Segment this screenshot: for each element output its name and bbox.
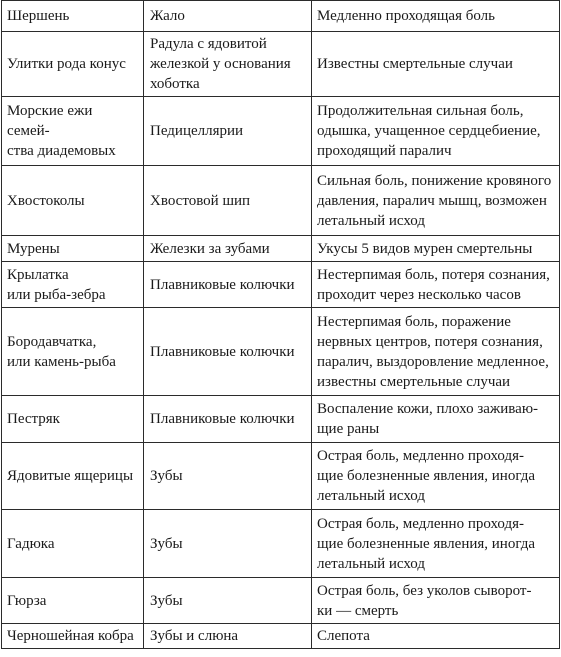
animal-text: Мурены (7, 240, 60, 257)
animal-text: Пестряк (7, 411, 60, 427)
cell-animal (2, 510, 144, 578)
sting-text: Плавниковые колючки (150, 411, 295, 427)
cell-effect (312, 262, 560, 308)
cell-animal (2, 578, 144, 624)
sting-text: Плавниковые колючки (150, 276, 295, 293)
cell-sting (144, 624, 312, 649)
cell-sting (144, 443, 312, 510)
header-cell-effect (312, 1, 560, 32)
table-row (2, 166, 560, 236)
cell-animal (2, 97, 144, 166)
animal-text: Бородавчатка, или камень-рыба (7, 333, 116, 370)
animal-text: Черношейная кобра (7, 628, 134, 644)
sting-text: Зубы и слюна (150, 628, 239, 644)
header-cell-animal (2, 1, 144, 32)
table-row (2, 262, 560, 308)
header-sting-text: Жало (150, 8, 185, 24)
cell-effect (312, 308, 560, 396)
cell-animal (2, 166, 144, 236)
effect-text: Острая боль, медленно проходя- щие болезненные явления, иногда летальный исход (317, 515, 536, 572)
table-row (2, 624, 560, 649)
cell-sting (144, 166, 312, 236)
cell-effect (312, 32, 560, 97)
effect-text: Известны смертельные случаи (317, 56, 513, 72)
cell-sting (144, 396, 312, 443)
effect-text: Продолжительная сильная боль, одышка, учащенное сердцебиение, проходящий паралич (317, 103, 541, 159)
sting-text: Зубы (150, 592, 183, 609)
cell-effect (312, 578, 560, 624)
effect-text: Сильная боль, понижение кровяного давления, паралич мышц, возможен летальный исход (317, 172, 552, 229)
effect-text: Нестерпимая боль, поражение нервных центров, потеря сознания, паралич, выздоровление медленное, известны смертельные случаи (317, 313, 549, 390)
effect-text: Воспаление кожи, плохо заживаю- щие раны (317, 401, 539, 437)
animal-text: Улитки рода конус (7, 56, 126, 72)
sting-text: Зубы (150, 535, 183, 552)
cell-sting (144, 32, 312, 97)
table-row (2, 396, 560, 443)
animal-text: Крылатка или рыба-зебра (7, 266, 106, 303)
cell-sting (144, 236, 312, 262)
table-row (2, 510, 560, 578)
cell-animal (2, 32, 144, 97)
cell-effect (312, 166, 560, 236)
cell-effect (312, 236, 560, 262)
sting-text: Плавниковые колючки (150, 343, 295, 360)
animal-text: Хвостоколы (7, 192, 85, 209)
cell-animal (2, 396, 144, 443)
animal-text: Гюрза (7, 592, 47, 609)
cell-sting (144, 97, 312, 166)
cell-sting (144, 510, 312, 578)
effect-text: Острая боль, без уколов сыворот- ки — смерть (317, 582, 532, 619)
cell-animal (2, 262, 144, 308)
cell-animal (2, 236, 144, 262)
effect-text: Острая боль, медленно проходя- щие болезненные явления, иногда летальный исход (317, 448, 536, 504)
cell-animal (2, 443, 144, 510)
header-effect-text: Медленно проходящая боль (317, 8, 495, 24)
table-row (2, 236, 560, 262)
sting-text: Педицеллярии (150, 123, 244, 139)
cell-effect (312, 396, 560, 443)
venom-table (1, 0, 560, 649)
cell-sting (144, 308, 312, 396)
cell-effect (312, 443, 560, 510)
table-row (2, 32, 560, 97)
sting-text: Радула с ядовитой железкой у основания хоботка (150, 36, 291, 92)
cell-effect (312, 510, 560, 578)
header-animal-text: Шершень (7, 8, 70, 24)
table-row (2, 308, 560, 396)
table-row (2, 443, 560, 510)
sting-text: Хвостовой шип (150, 192, 251, 209)
sting-text: Железки за зубами (150, 240, 270, 257)
sting-text: Зубы (150, 468, 183, 484)
effect-text: Слепота (317, 628, 370, 644)
animal-text: Гадюка (7, 535, 55, 552)
cell-effect (312, 97, 560, 166)
animal-text: Ядовитые ящерицы (7, 468, 134, 484)
cell-sting (144, 262, 312, 308)
effect-text: Укусы 5 видов мурен смертельны (317, 240, 533, 257)
header-cell-sting (144, 1, 312, 32)
cell-animal (2, 308, 144, 396)
table-row (2, 578, 560, 624)
effect-text: Нестерпимая боль, потеря сознания, проходит через несколько часов (317, 266, 550, 303)
cell-effect (312, 624, 560, 649)
animal-text: Морские ежи семей- ства диадемовых (7, 103, 116, 159)
table-row (2, 97, 560, 166)
cell-sting (144, 578, 312, 624)
cell-animal (2, 624, 144, 649)
table-header-row (2, 1, 560, 32)
